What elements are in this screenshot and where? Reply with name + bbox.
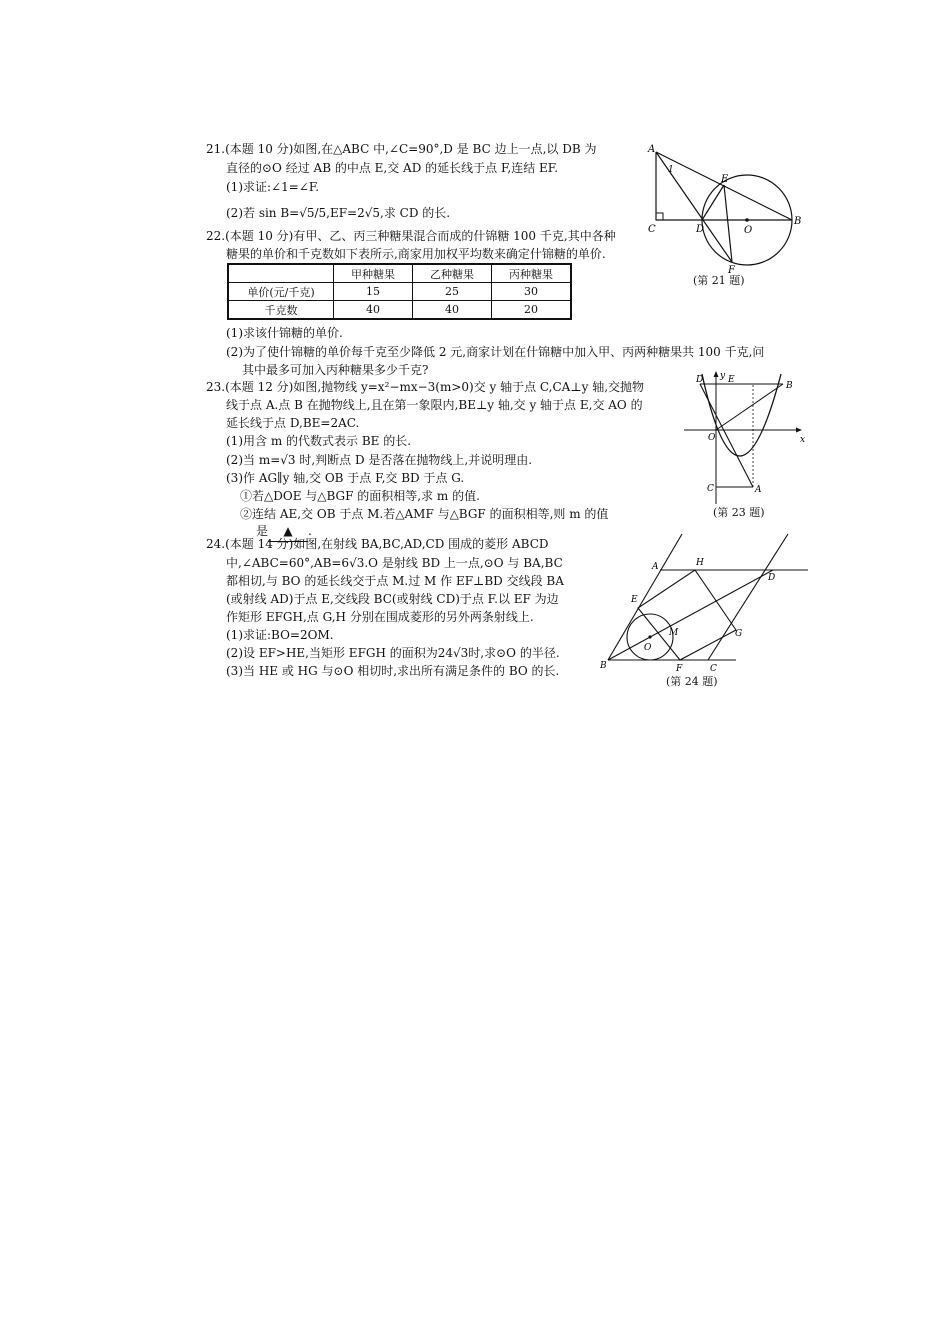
q24-part3: (3)当 HE 或 HG 与⊙O 相切时,求出所有满足条件的 BO 的长. xyxy=(226,664,560,678)
q23-label-x: x xyxy=(800,435,806,445)
q24-part1: (1)求证:BO=2OM. xyxy=(226,628,334,642)
q23-label-E: E xyxy=(728,375,735,385)
q24-caption: (第 24 题) xyxy=(666,675,718,688)
q23-line2: 线于点 A.点 B 在抛物线上,且在第一象限内,BE⊥y 轴,交 y 轴于点 E,交 AO 的 xyxy=(226,398,643,412)
table-cell: 25 xyxy=(413,283,492,301)
q24-figure xyxy=(598,532,813,672)
table-cell: 千克数 xyxy=(228,301,334,320)
table-cell: 单价(元/千克) xyxy=(228,283,334,301)
q21-label-D: D xyxy=(696,224,705,235)
table-header-cell: 丙种糖果 xyxy=(492,264,572,283)
table-header-row xyxy=(228,264,571,283)
q21-label-1: 1 xyxy=(668,165,674,175)
q23-caption: (第 23 题) xyxy=(713,506,765,519)
q21-label-E: E xyxy=(721,174,729,185)
q23-part1: (1)用含 m 的代数式表示 BE 的长. xyxy=(226,434,412,448)
q23-figure xyxy=(680,368,810,508)
q21-label-C: C xyxy=(648,224,656,235)
q24-part2: (2)设 EF>HE,当矩形 EFGH 的面积为24√3时,求⊙O 的半径. xyxy=(226,646,560,660)
q22-part2b: 其中最多可加入丙种糖果多少千克? xyxy=(242,363,429,377)
q24-label-C: C xyxy=(710,664,717,672)
q21-part1: (1)求证:∠1=∠F. xyxy=(226,180,320,194)
q22-line2: 糖果的单价和千克数如下表所示,商家用加权平均数来确定什锦糖的单价. xyxy=(226,247,606,261)
q23-label-D: D xyxy=(696,375,704,385)
q24-label-M: M xyxy=(669,628,679,638)
q21-line2: 直径的⊙O 经过 AB 的中点 E,交 AD 的延长线于点 F,连结 EF. xyxy=(226,161,559,175)
q24-line2: 中,∠ABC=60°,AB=6√3.O 是射线 BD 上一点,⊙O 与 BA,BC xyxy=(226,556,563,570)
q24-label-A: A xyxy=(652,562,659,572)
q23-label-O: O xyxy=(708,433,716,443)
table-header-cell xyxy=(228,264,334,283)
q21-label-A: A xyxy=(648,144,656,155)
table-cell: 40 xyxy=(334,301,413,320)
table-cell: 40 xyxy=(413,301,492,320)
q21-label-B: B xyxy=(794,216,802,227)
candy-price-table xyxy=(227,263,572,320)
q24-line3: 都相切,与 BO 的延长线交于点 M.过 M 作 EF⊥BD 交线段 BA xyxy=(226,574,564,588)
q23-part3: (3)作 AG∥y 轴,交 OB 于点 F,交 BD 于点 G. xyxy=(226,471,465,485)
triangle-mark-icon: ▲ xyxy=(283,524,293,538)
q23-part3a: ①若△DOE 与△BGF 的面积相等,求 m 的值. xyxy=(240,489,480,503)
q23-label-B: B xyxy=(786,381,793,391)
q23-part3c-prefix: 是 xyxy=(256,524,269,538)
table-row xyxy=(228,283,571,301)
q24-label-D: D xyxy=(768,573,776,583)
q24-label-H: H xyxy=(696,558,704,568)
q23-line1: 23.(本题 12 分)如图,抛物线 y=x²−mx−3(m>0)交 y 轴于点 C,CA⊥y 轴,交抛物 xyxy=(206,380,645,394)
table-row xyxy=(228,301,571,320)
q21-line1: 21.(本题 10 分)如图,在△ABC 中,∠C=90°,D 是 BC 边上一点,以 DB 为 xyxy=(206,142,597,156)
q23-label-C: C xyxy=(707,484,714,494)
table-cell: 20 xyxy=(492,301,572,320)
q21-label-F: F xyxy=(728,265,735,275)
q22-line1: 22.(本题 10 分)有甲、乙、丙三种糖果混合而成的什锦糖 100 千克,其中各种 xyxy=(206,229,616,243)
q23-label-y: y xyxy=(720,371,726,381)
q21-figure xyxy=(640,140,810,275)
q21-caption: (第 21 题) xyxy=(693,274,745,287)
q24-label-O: O xyxy=(644,643,652,653)
table-cell: 30 xyxy=(492,283,572,301)
q21-label-O: O xyxy=(744,225,753,236)
q24-line1: 24.(本题 14 分)如图,在射线 BA,BC,AD,CD 围成的菱形 ABCD xyxy=(206,537,549,551)
table-header-cell: 甲种糖果 xyxy=(334,264,413,283)
q24-label-E: E xyxy=(631,595,638,605)
q23-label-A: A xyxy=(755,485,762,495)
table-header-cell: 乙种糖果 xyxy=(413,264,492,283)
q23-line3: 延长线于点 D,BE=2AC. xyxy=(226,416,360,430)
q23-part3b: ②连结 AE,交 OB 于点 M.若△AMF 与△BGF 的面积相等,则 m 的值 xyxy=(240,507,609,521)
table-cell: 15 xyxy=(334,283,413,301)
q22-part1: (1)求该什锦糖的单价. xyxy=(226,326,343,340)
q24-line5: 作矩形 EFGH,点 G,H 分别在围成菱形的另外两条射线上. xyxy=(226,610,534,624)
q24-line4: (或射线 AD)于点 E,交线段 BC(或射线 CD)于点 F.以 EF 为边 xyxy=(226,592,559,606)
q24-label-G: G xyxy=(735,629,743,639)
q22-part2a: (2)为了使什锦糖的单价每千克至少降低 2 元,商家计划在什锦糖中加入甲、丙两种糖果共 100 千克,问 xyxy=(226,345,765,359)
q24-label-F: F xyxy=(676,664,683,672)
q24-label-B: B xyxy=(600,661,607,671)
q23-part3c: 是 ▲ . xyxy=(256,522,312,542)
q23-part2: (2)当 m=√3 时,判断点 D 是否落在抛物线上,并说明理由. xyxy=(226,453,533,467)
q21-part2: (2)若 sin B=√5/5,EF=2√5,求 CD 的长. xyxy=(226,206,451,220)
